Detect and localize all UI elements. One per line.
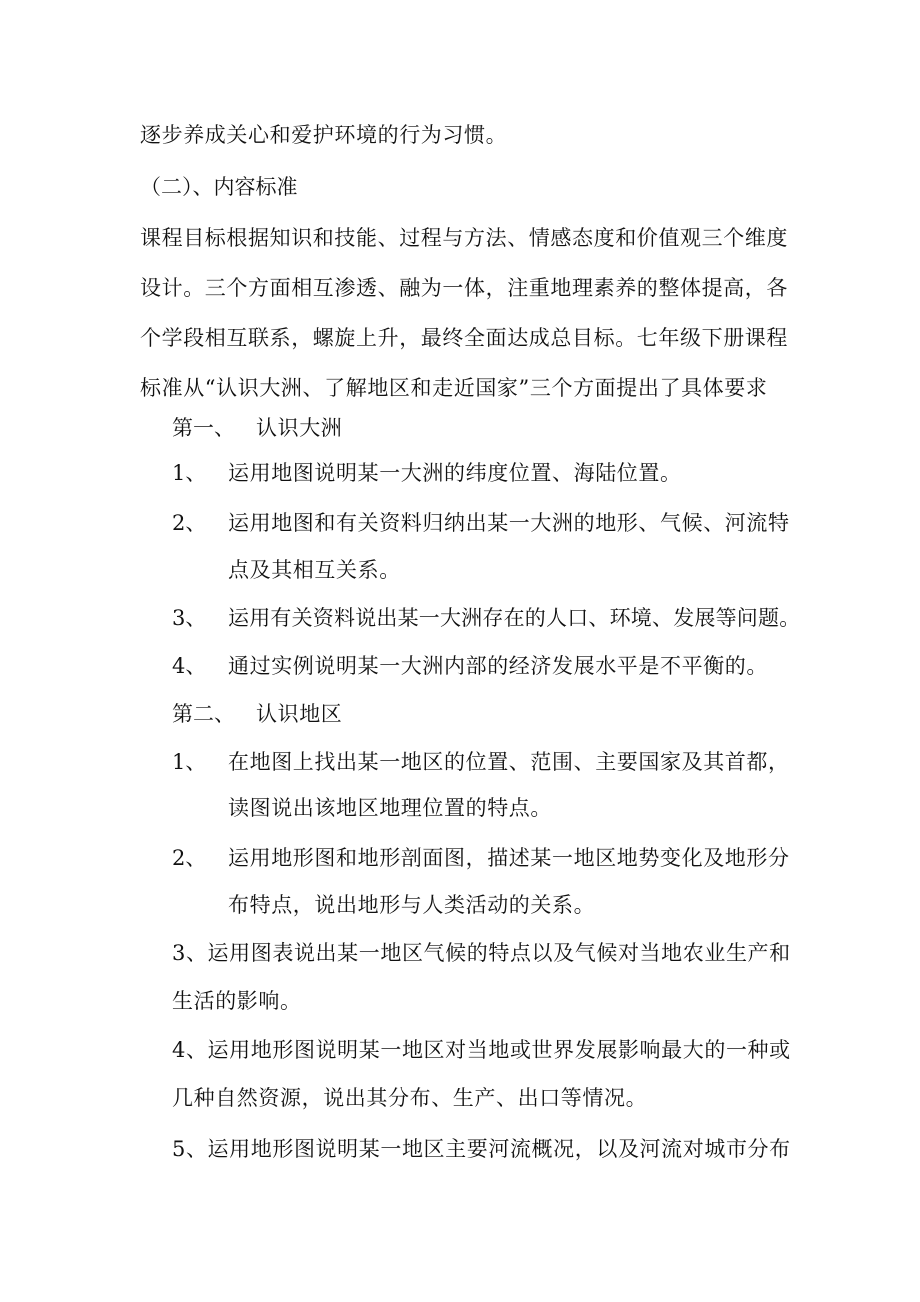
list-item-text: 在地图上找出某一地区的位置、范围、主要国家及其首都， xyxy=(228,750,790,774)
part2-title: 认识地区 xyxy=(256,702,343,726)
part1-title: 认识大洲 xyxy=(256,416,343,440)
list-item-text: 读图说出该地区地理位置的特点。 xyxy=(228,796,552,820)
paragraph-line: 3、运用图表说出某一地区气候的特点以及气候对当地农业生产和 xyxy=(172,941,791,965)
list-item-number: 1、 xyxy=(172,750,207,774)
section-heading: （二）、内容标准 xyxy=(140,175,298,199)
list-item-number: 4、 xyxy=(172,654,207,678)
paragraph-line: 4、运用地形图说明某一地区对当地或世界发展影响最大的一种或 xyxy=(172,1038,791,1062)
list-item-text: 运用地形图和地形剖面图，描述某一地区地势变化及地形分 xyxy=(228,846,790,870)
list-item-text: 运用地图说明某一大洲的纬度位置、海陆位置。 xyxy=(228,461,682,485)
paragraph-line: 设计。三个方面相互渗透、融为一体，注重地理素养的整体提高，各 xyxy=(140,276,788,300)
paragraph-line: 逐步养成关心和爱护环境的行为习惯。 xyxy=(140,123,508,147)
paragraph-line: 5、运用地形图说明某一地区主要河流概况，以及河流对城市分布 xyxy=(172,1137,791,1161)
list-item-text: 运用地图和有关资料归纳出某一大洲的地形、气候、河流特 xyxy=(228,511,790,535)
part2-number: 第二、 xyxy=(172,702,235,726)
paragraph-line: 标准从“认识大洲、了解地区和走近国家”三个方面提出了具体要求 xyxy=(140,376,768,400)
paragraph-line: 生活的影响。 xyxy=(172,989,302,1013)
paragraph-line: 几种自然资源，说出其分布、生产、出口等情况。 xyxy=(172,1086,648,1110)
list-item-number: 2、 xyxy=(172,846,207,870)
list-item-text: 通过实例说明某一大洲内部的经济发展水平是不平衡的。 xyxy=(228,654,768,678)
list-item-number: 3、 xyxy=(172,606,207,630)
list-item-text: 布特点，说出地形与人类活动的关系。 xyxy=(228,893,596,917)
paragraph-line: 课程目标根据知识和技能、过程与方法、情感态度和价值观三个维度 xyxy=(140,226,788,250)
part1-number: 第一、 xyxy=(172,416,235,440)
list-item-text: 点及其相互关系。 xyxy=(228,558,401,582)
list-item-number: 1、 xyxy=(172,461,207,485)
paragraph-line: 个学段相互联系，螺旋上升，最终全面达成总目标。七年级下册课程 xyxy=(140,326,788,350)
list-item-text: 运用有关资料说出某一大洲存在的人口、环境、发展等问题。 xyxy=(228,606,801,630)
list-item-number: 2、 xyxy=(172,511,207,535)
